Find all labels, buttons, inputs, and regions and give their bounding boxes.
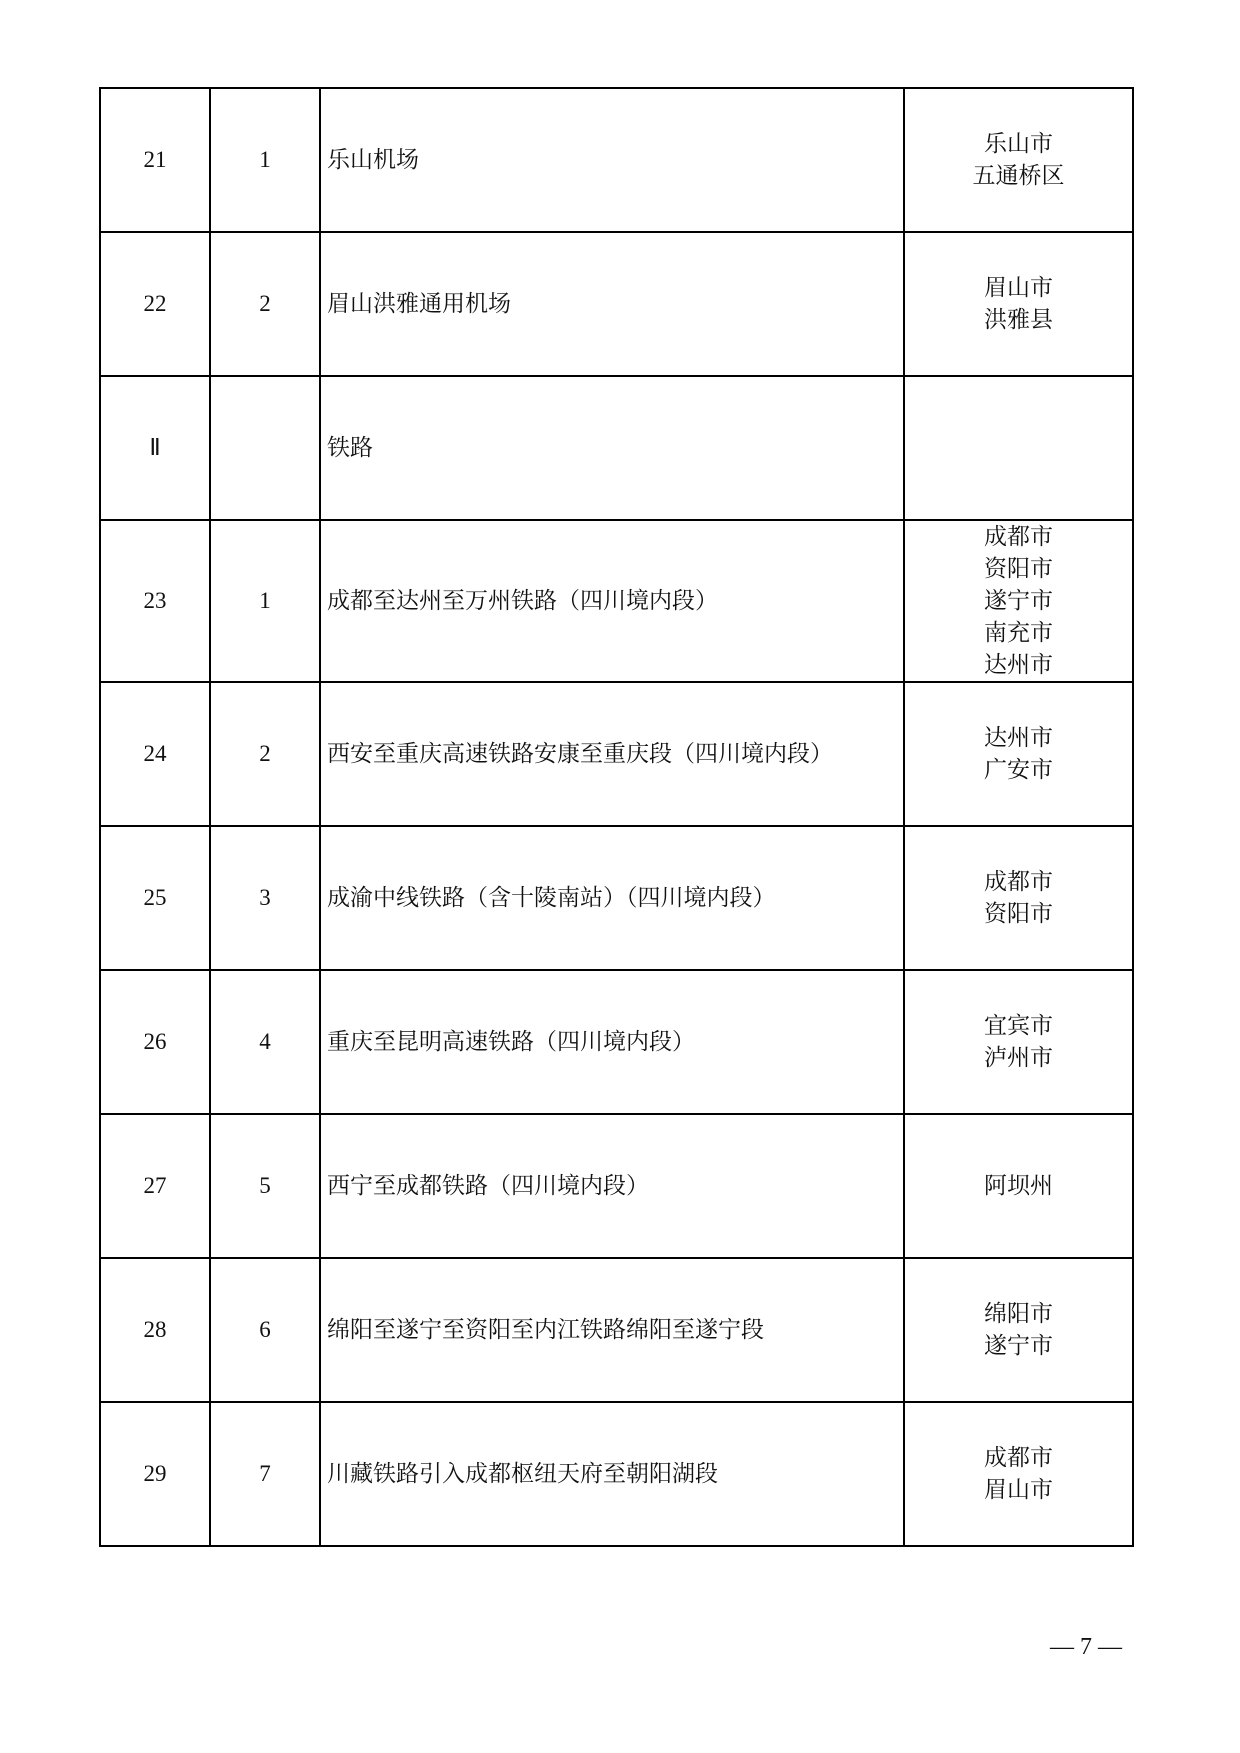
row-location: 五通桥区 — [972, 163, 1065, 189]
row-project-name: 成渝中线铁路（含十陵南站）（四川境内段） — [320, 826, 904, 970]
row-project-name: 川藏铁路引入成都枢纽天府至朝阳湖段 — [320, 1402, 904, 1546]
row-location-cell — [904, 1114, 1133, 1258]
row-project-name: 成都至达州至万州铁路（四川境内段） — [320, 520, 904, 682]
row-location: 遂宁市 — [984, 1333, 1053, 1359]
row-sub-number: 3 — [210, 826, 320, 970]
row-sub-number: 5 — [210, 1114, 320, 1258]
row-location-cell — [904, 232, 1133, 376]
row-sequence-number: 21 — [100, 88, 210, 232]
row-sequence-number: 29 — [100, 1402, 210, 1546]
row-sequence-number: 24 — [100, 682, 210, 826]
table-row — [100, 1402, 1133, 1546]
table-row — [100, 1114, 1133, 1258]
project-table-body — [100, 88, 1133, 1546]
row-location: 南充市 — [984, 620, 1053, 646]
row-sequence-number: 26 — [100, 970, 210, 1114]
row-location: 眉山市 — [984, 1477, 1053, 1503]
row-location-cell — [904, 682, 1133, 826]
row-project-name: 绵阳至遂宁至资阳至内江铁路绵阳至遂宁段 — [320, 1258, 904, 1402]
row-location: 资阳市 — [984, 901, 1053, 927]
row-location: 洪雅县 — [984, 307, 1053, 333]
row-sub-number: 1 — [210, 88, 320, 232]
row-sequence-number: 23 — [100, 520, 210, 682]
row-location: 广安市 — [984, 757, 1053, 783]
row-location-cell — [904, 1258, 1133, 1402]
row-location: 遂宁市 — [984, 588, 1053, 614]
table-row — [100, 376, 1133, 520]
row-location-cell — [904, 826, 1133, 970]
project-table — [99, 87, 1134, 1547]
row-location: 眉山市 — [984, 275, 1053, 301]
row-location: 绵阳市 — [984, 1301, 1053, 1327]
row-location: 宜宾市 — [984, 1013, 1053, 1039]
table-row — [100, 88, 1133, 232]
row-sub-number: 7 — [210, 1402, 320, 1546]
table-row — [100, 682, 1133, 826]
row-project-name: 西宁至成都铁路（四川境内段） — [320, 1114, 904, 1258]
row-location: 阿坝州 — [984, 1173, 1053, 1199]
row-location: 乐山市 — [984, 131, 1053, 157]
row-sequence-number: 28 — [100, 1258, 210, 1402]
row-sub-number: 4 — [210, 970, 320, 1114]
row-sequence-number: 22 — [100, 232, 210, 376]
table-row — [100, 232, 1133, 376]
row-location-cell — [904, 88, 1133, 232]
row-location: 成都市 — [984, 1445, 1053, 1471]
table-row — [100, 826, 1133, 970]
row-location: 达州市 — [984, 652, 1053, 678]
row-project-name: 乐山机场 — [320, 88, 904, 232]
row-sub-number: 2 — [210, 232, 320, 376]
table-row — [100, 970, 1133, 1114]
row-location: 资阳市 — [984, 556, 1053, 582]
row-project-name: 眉山洪雅通用机场 — [320, 232, 904, 376]
row-project-name: 重庆至昆明高速铁路（四川境内段） — [320, 970, 904, 1114]
row-location-cell — [904, 520, 1133, 682]
table-row — [100, 520, 1133, 682]
row-location: 成都市 — [984, 524, 1053, 550]
row-sub-number: 1 — [210, 520, 320, 682]
row-location-cell — [904, 376, 1133, 520]
row-project-name: 铁路 — [320, 376, 904, 520]
row-location-cell — [904, 1402, 1133, 1546]
row-sub-number: 2 — [210, 682, 320, 826]
row-location: 达州市 — [984, 725, 1053, 751]
row-sequence-number: 25 — [100, 826, 210, 970]
row-location-cell — [904, 970, 1133, 1114]
row-sub-number — [210, 376, 320, 520]
row-location: 成都市 — [984, 869, 1053, 895]
page-number: — 7 — — [1050, 1634, 1122, 1660]
row-sequence-number: 27 — [100, 1114, 210, 1258]
table-row — [100, 1258, 1133, 1402]
row-sequence-number: Ⅱ — [100, 376, 210, 520]
row-project-name: 西安至重庆高速铁路安康至重庆段（四川境内段） — [320, 682, 904, 826]
row-location: 泸州市 — [984, 1045, 1053, 1071]
row-sub-number: 6 — [210, 1258, 320, 1402]
